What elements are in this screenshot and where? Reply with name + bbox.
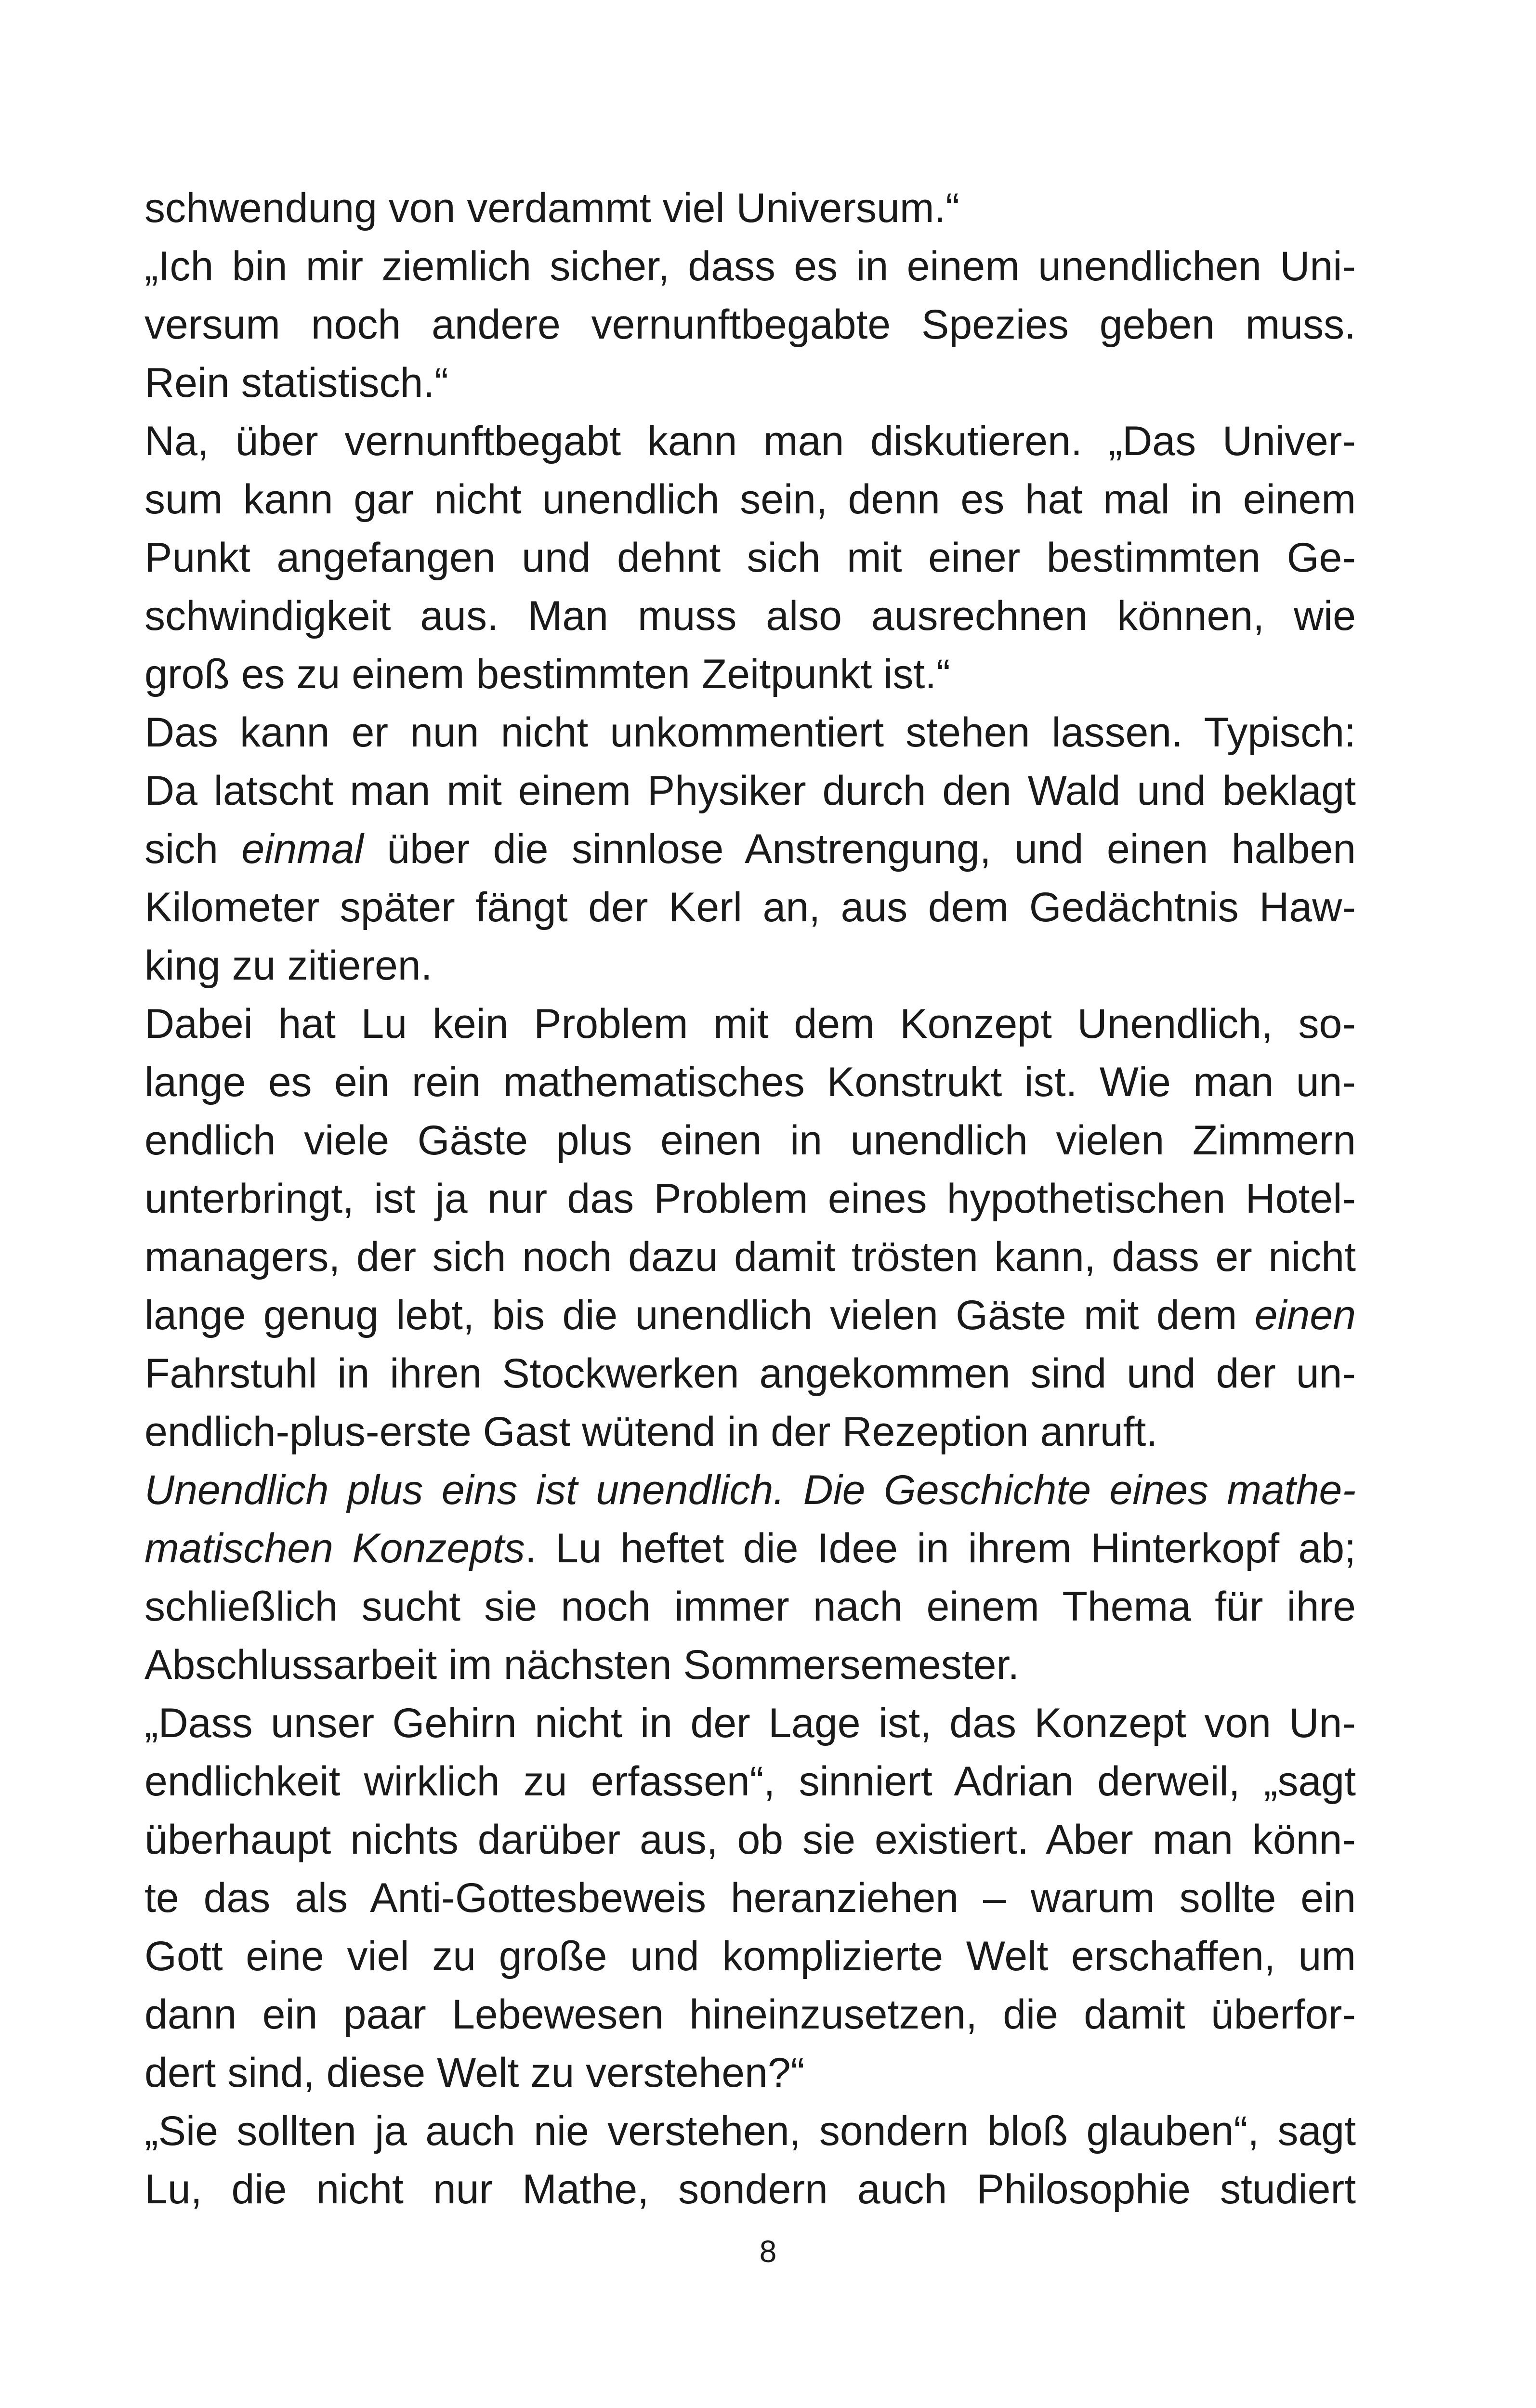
text-segment: Fahrstuhl in ihren Stockwerken angekommen sind und der un- <box>144 1350 1356 1397</box>
text-segment: king zu zitieren. <box>144 942 433 989</box>
italic-text-segment: einmal <box>241 826 364 872</box>
text-line <box>144 2102 1356 2160</box>
text-segment: lange es ein rein mathematisches Konstrukt ist. Wie man un- <box>144 1059 1356 1105</box>
italic-text-segment: matischen Konzepts <box>144 1525 525 1571</box>
text-line <box>144 762 1356 820</box>
text-line <box>144 471 1356 529</box>
text-line <box>144 354 1356 412</box>
body-text <box>144 179 1356 2219</box>
page-number: 8 <box>759 2234 777 2269</box>
text-segment: Rein statistisch.“ <box>144 360 448 406</box>
text-segment: lange genug lebt, bis die unendlich vielen Gäste mit dem <box>144 1292 1255 1338</box>
text-line <box>144 296 1356 354</box>
text-segment: Lu, die nicht nur Mathe, sondern auch Philosophie studiert <box>144 2166 1356 2212</box>
text-line <box>144 937 1356 995</box>
text-segment: te das als Anti-Gottesbeweis heranziehen – warum sollte ein <box>144 1875 1356 1921</box>
text-line <box>144 1811 1356 1869</box>
text-line <box>144 1636 1356 1694</box>
text-line <box>144 1927 1356 1986</box>
text-segment: sum kann gar nicht unendlich sein, denn es hat mal in einem <box>144 476 1356 523</box>
text-line <box>144 2044 1356 2102</box>
text-segment: . Lu heftet die Idee in ihrem Hinterkopf ab; <box>525 1525 1356 1571</box>
text-line <box>144 1519 1356 1578</box>
text-line <box>144 529 1356 587</box>
text-line <box>144 237 1356 296</box>
text-line <box>144 1112 1356 1170</box>
text-line <box>144 878 1356 937</box>
text-line <box>144 1170 1356 1228</box>
text-segment: Das kann er nun nicht unkommentiert stehen lassen. Typisch: <box>144 709 1356 756</box>
text-segment: endlich-plus-erste Gast wütend in der Rezeption anruft. <box>144 1409 1158 1455</box>
text-segment: überhaupt nichts darüber aus, ob sie existiert. Aber man könn- <box>144 1817 1356 1863</box>
text-segment: „Sie sollten ja auch nie verstehen, sondern bloß glauben“, sagt <box>144 2108 1356 2154</box>
text-line <box>144 704 1356 762</box>
text-segment: managers, der sich noch dazu damit trösten kann, dass er nicht <box>144 1234 1356 1280</box>
text-line <box>144 1403 1356 1461</box>
text-segment: sich <box>144 826 242 872</box>
text-line <box>144 2160 1356 2219</box>
text-line <box>144 995 1356 1053</box>
text-segment: schwendung von verdammt viel Universum.“ <box>144 185 959 231</box>
text-segment: „Ich bin mir ziemlich sicher, dass es in einem unendlichen Uni- <box>144 243 1356 289</box>
text-segment: dert sind, diese Welt zu verstehen?“ <box>144 2050 805 2096</box>
text-segment: Da latscht man mit einem Physiker durch den Wald und beklagt <box>144 768 1356 814</box>
text-segment: groß es zu einem bestimmten Zeitpunkt ist.“ <box>144 651 950 697</box>
text-line <box>144 645 1356 704</box>
text-line <box>144 1461 1356 1519</box>
text-segment: schwindigkeit aus. Man muss also ausrechnen können, wie <box>144 593 1356 639</box>
text-line <box>144 1753 1356 1811</box>
text-segment: Abschlussarbeit im nächsten Sommersemester. <box>144 1642 1020 1688</box>
text-line <box>144 1869 1356 1927</box>
text-line <box>144 1345 1356 1403</box>
text-line <box>144 1286 1356 1345</box>
text-segment: „Dass unser Gehirn nicht in der Lage ist, das Konzept von Un- <box>144 1700 1356 1746</box>
text-segment: Gott eine viel zu große und komplizierte Welt erschaffen, um <box>144 1933 1356 1979</box>
text-segment: Punkt angefangen und dehnt sich mit einer bestimmten Ge- <box>144 535 1356 581</box>
text-segment: endlich viele Gäste plus einen in unendlich vielen Zimmern <box>144 1117 1356 1164</box>
italic-text-segment: einen <box>1254 1292 1356 1338</box>
text-segment: Kilometer später fängt der Kerl an, aus dem Gedächtnis Haw- <box>144 884 1356 930</box>
text-line <box>144 820 1356 878</box>
text-segment: versum noch andere vernunftbegabte Spezies geben muss. <box>144 301 1356 348</box>
text-line <box>144 1578 1356 1636</box>
text-line <box>144 1694 1356 1753</box>
text-segment: Na, über vernunftbegabt kann man diskutieren. „Das Univer- <box>144 418 1356 464</box>
text-line <box>144 412 1356 471</box>
text-segment: endlichkeit wirklich zu erfassen“, sinniert Adrian derweil, „sagt <box>144 1758 1356 1805</box>
text-line <box>144 1228 1356 1286</box>
text-segment: über die sinnlose Anstrengung, und einen halben <box>363 826 1356 872</box>
text-line <box>144 1986 1356 2044</box>
text-line <box>144 587 1356 645</box>
text-segment: unterbringt, ist ja nur das Problem eines hypothetischen Hotel- <box>144 1176 1356 1222</box>
text-segment: Dabei hat Lu kein Problem mit dem Konzept Unendlich, so- <box>144 1001 1356 1047</box>
text-line <box>144 179 1356 237</box>
text-segment: schließlich sucht sie noch immer nach einem Thema für ihre <box>144 1584 1356 1630</box>
text-line <box>144 1053 1356 1112</box>
italic-text-segment: Unendlich plus eins ist unendlich. Die Geschichte eines mathe- <box>144 1467 1356 1513</box>
text-segment: dann ein paar Lebewesen hineinzusetzen, die damit überfor- <box>144 1991 1356 2038</box>
